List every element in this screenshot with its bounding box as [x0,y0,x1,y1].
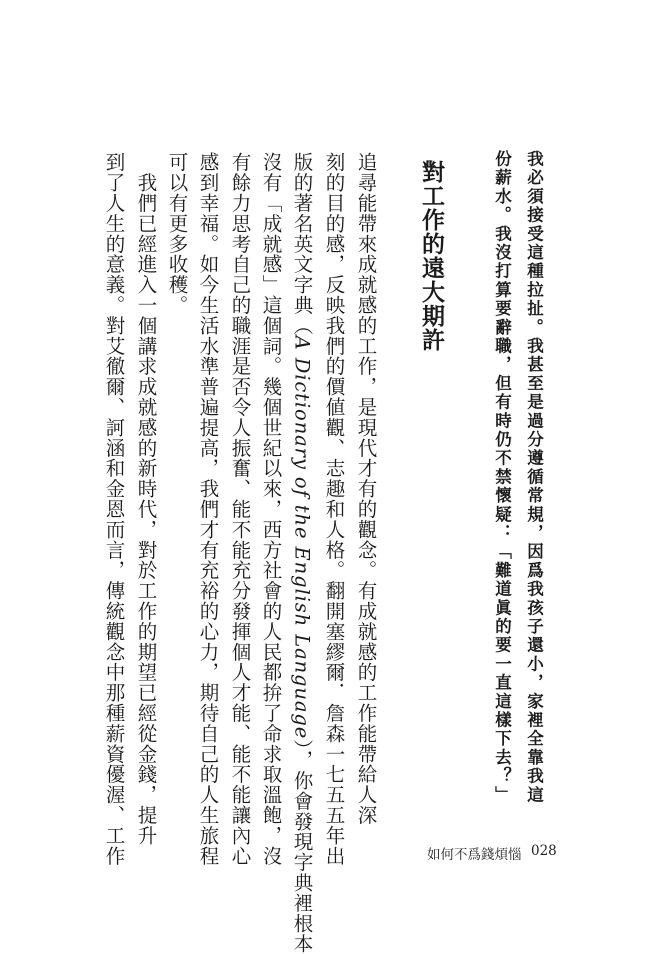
quote-column-1: 我必須接受這種拉扯。我甚至是過分遵循常規，因爲我孩子還小，家裡全靠我這 [524,150,544,805]
body-column-9: 到了人生的意義。對艾徹爾、訶涵和金恩而言，傳統觀念中那種薪資優渥、工作 [102,152,126,866]
page-number: 028 [531,843,557,859]
body-column-6: 感到幸福。如今生活水準普遍提高，我們才有充裕的心力，期待自己的人生旅程 [196,152,220,866]
running-footer-title: 如何不爲錢煩惱 [427,847,522,863]
body-column-3 [290,152,314,954]
body-column-1: 追尋能帶來成就感的工作，是現代才有的觀念。有成就感的工作能帶給人深 [354,152,378,826]
section-heading: 對工作的遠大期許 [418,160,444,352]
body-column-7: 可以有更多收穫。 [165,152,189,316]
body-column-3-text-b: ），你會發現字典裡根本 [290,739,314,954]
quote-column-2: 份薪水。我沒打算要辭職，但有時仍不禁懷疑：「難道眞的要一直這樣下去？」 [492,150,512,805]
body-column-8: 我們已經進入一個講求成就感的新時代，對於工作的期望已經從金錢，提升 [134,152,158,846]
body-column-5: 有餘力思考自己的職涯是否令人振奮、能不能充分發揮個人才能、能不能讓內心 [228,152,252,866]
body-column-4: 沒有「成就感」這個詞。幾個世紀以來，西方社會的人民都拚了命求取溫飽，沒 [259,152,283,866]
body-column-3-text-a: 版的著名英文字典（ [290,152,314,336]
body-column-2: 刻的目的感，反映我們的價値觀、志趣和人格。翻開塞繆爾．詹森一七五五年出 [322,152,346,866]
dictionary-title: A Dictionary of the English Language [290,335,314,740]
